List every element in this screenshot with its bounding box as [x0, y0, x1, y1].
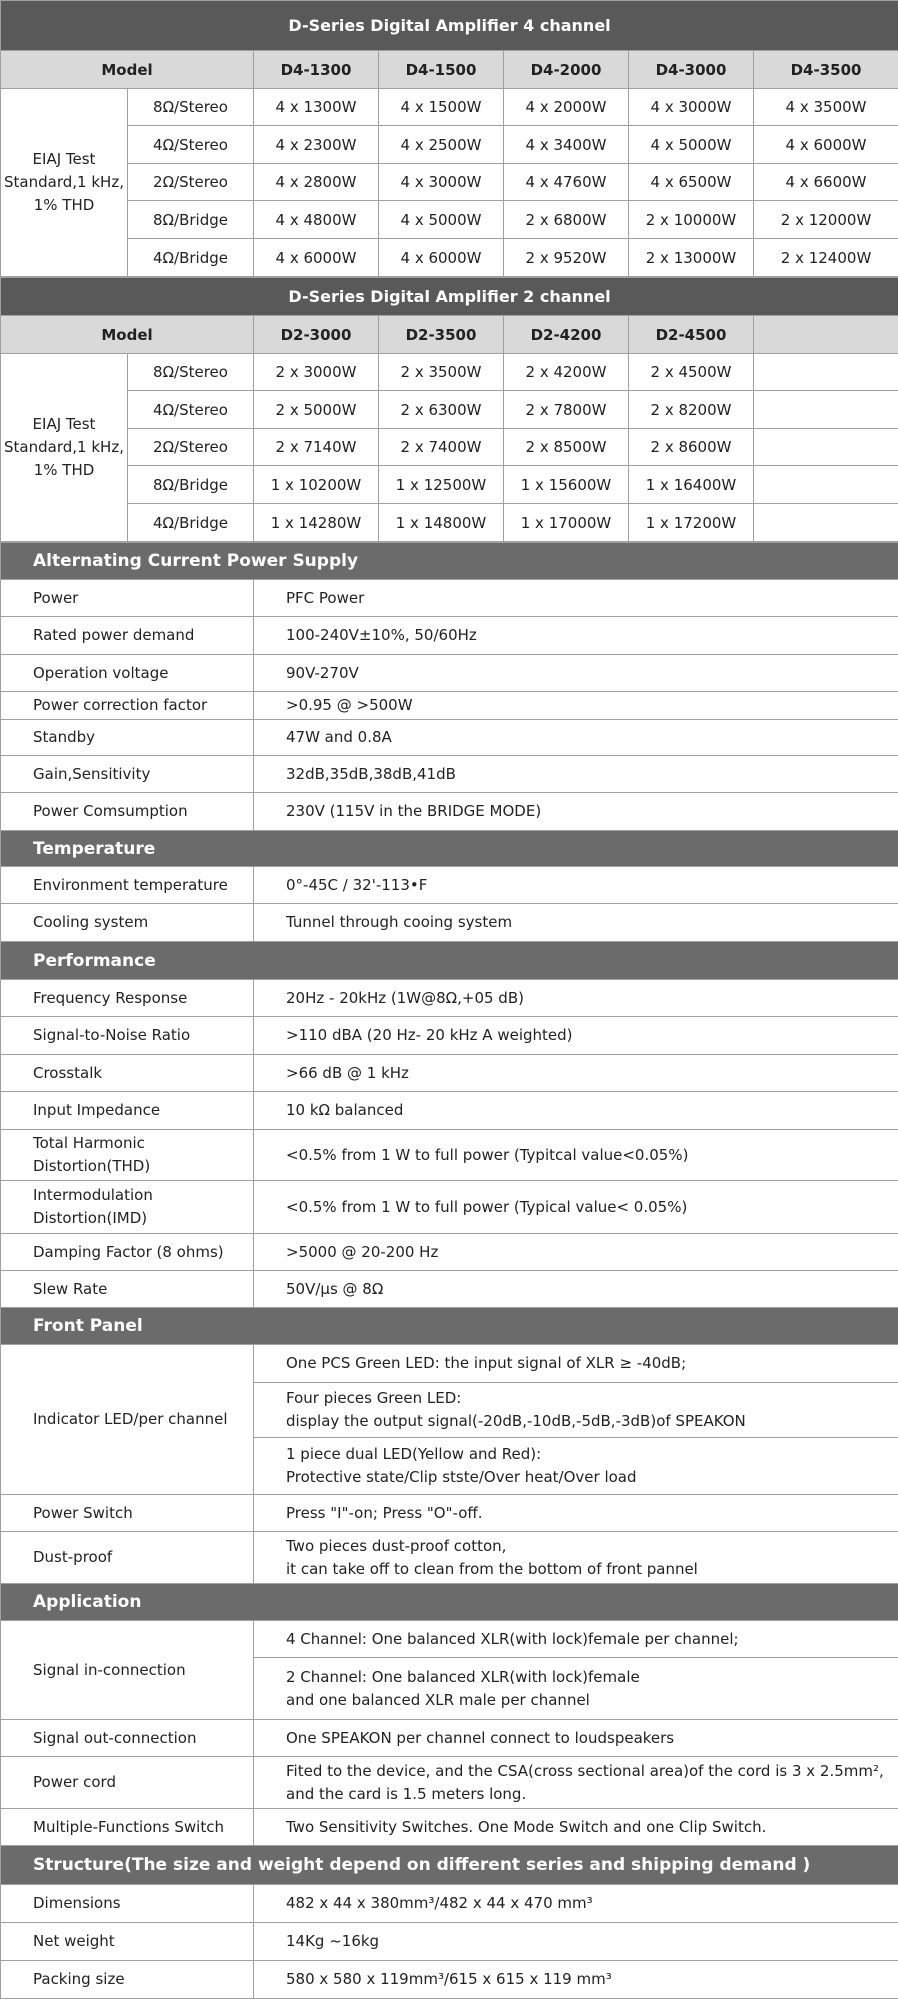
section-header — [1, 831, 898, 867]
spec-value — [254, 1621, 898, 1720]
spec-row — [1, 1757, 898, 1809]
spec-table — [0, 542, 898, 1999]
power-value: 2 x 7140W — [254, 429, 379, 466]
power-value: 2 x 6800W — [504, 201, 629, 239]
power-value: 2 x 8600W — [629, 429, 754, 466]
spec-label — [1, 1923, 254, 1961]
power-value — [754, 429, 898, 466]
spec-label-line: Input Impedance — [33, 1099, 253, 1122]
spec-row — [1, 1923, 898, 1961]
spec-value-line: One SPEAKON per channel connect to loudspeakers — [286, 1727, 898, 1750]
section-title: Performance — [1, 942, 898, 980]
model-name: D2-4500 — [629, 316, 754, 354]
spec-row — [1, 1130, 898, 1181]
power-value: 4 x 4800W — [254, 201, 379, 239]
power-value: 4 x 2800W — [254, 164, 379, 201]
spec-value-line: <0.5% from 1 W to full power (Typical value< 0.05%) — [286, 1196, 898, 1219]
spec-value — [254, 867, 898, 904]
power-value — [754, 504, 898, 542]
load-label: 4Ω/Stereo — [128, 391, 254, 429]
spec-label — [1, 720, 254, 756]
power-value: 4 x 2500W — [379, 126, 504, 164]
amp4-title: D-Series Digital Amplifier 4 channel — [1, 1, 898, 51]
spec-row — [1, 655, 898, 692]
spec-row — [1, 1181, 898, 1234]
power-value — [754, 466, 898, 504]
spec-value-line: 100-240V±10%, 50/60Hz — [286, 624, 898, 647]
spec-label — [1, 1345, 254, 1495]
test-standard-line: Standard,1 kHz, — [1, 171, 127, 194]
spec-label — [1, 793, 254, 831]
section-header — [1, 1308, 898, 1345]
spec-value-line: Two Sensitivity Switches. One Mode Switch and one Clip Switch. — [286, 1816, 898, 1839]
spec-label — [1, 1234, 254, 1271]
spec-value — [254, 1345, 898, 1495]
spec-label-line: Power Comsumption — [33, 800, 253, 823]
load-label: 8Ω/Stereo — [128, 354, 254, 391]
test-standard-label — [1, 89, 128, 277]
model-name — [754, 316, 898, 354]
spec-label-line: Frequency Response — [33, 987, 253, 1010]
spec-row — [1, 1234, 898, 1271]
spec-label-line: Signal out-connection — [33, 1727, 253, 1750]
spec-label-line: Signal in-connection — [33, 1659, 253, 1682]
test-standard-line: EIAJ Test — [1, 148, 127, 171]
spec-row — [1, 1621, 898, 1720]
spec-value-line: Press "I"-on; Press "O"-off. — [286, 1502, 898, 1525]
power-value: 4 x 6600W — [754, 164, 898, 201]
spec-value-line: 4 Channel: One balanced XLR(with lock)female per channel; — [286, 1628, 898, 1651]
spec-label-line: Dimensions — [33, 1892, 253, 1915]
spec-label — [1, 1961, 254, 1999]
power-value: 1 x 17200W — [629, 504, 754, 542]
power-value — [754, 391, 898, 429]
spec-value — [254, 1757, 898, 1809]
test-standard-line: EIAJ Test — [1, 413, 127, 436]
power-value: 2 x 3000W — [254, 354, 379, 391]
spec-label-line: Net weight — [33, 1930, 253, 1953]
power-value: 4 x 5000W — [379, 201, 504, 239]
spec-value — [254, 1055, 898, 1092]
spec-row — [1, 904, 898, 942]
section-header — [1, 1584, 898, 1621]
spec-value — [254, 1130, 898, 1181]
spec-value — [254, 1181, 898, 1234]
spec-row — [1, 1961, 898, 1999]
spec-row — [1, 617, 898, 655]
power-value: 4 x 3500W — [754, 89, 898, 126]
spec-value-line: display the output signal(-20dB,-10dB,-5dB,-3dB)of SPEAKON — [286, 1410, 898, 1433]
test-standard-line: Standard,1 kHz, — [1, 436, 127, 459]
spec-value-line: >0.95 @ >500W — [286, 694, 898, 717]
spec-label — [1, 1885, 254, 1923]
spec-value — [254, 1234, 898, 1271]
spec-label — [1, 1271, 254, 1308]
table-row — [1, 466, 898, 504]
section-title: Structure(The size and weight depend on different series and shipping demand ) — [1, 1846, 898, 1885]
power-value: 2 x 8200W — [629, 391, 754, 429]
model-name: D4-3000 — [629, 51, 754, 89]
spec-value-line: >66 dB @ 1 kHz — [286, 1062, 898, 1085]
load-label: 8Ω/Bridge — [128, 466, 254, 504]
spec-label — [1, 904, 254, 942]
power-value: 1 x 17000W — [504, 504, 629, 542]
table-row — [1, 504, 898, 542]
spec-row — [1, 1532, 898, 1584]
amp2-header-row — [1, 316, 898, 354]
amp4-banner-row — [1, 1, 898, 51]
spec-value-line: Fited to the device, and the CSA(cross sectional area)of the cord is 3 x 2.5mm², — [286, 1760, 898, 1783]
spec-label — [1, 580, 254, 617]
spec-row — [1, 793, 898, 831]
spec-label — [1, 692, 254, 720]
amp2-banner-row — [1, 278, 898, 316]
spec-value — [254, 1532, 898, 1584]
spec-label — [1, 1092, 254, 1130]
spec-label-line: Crosstalk — [33, 1062, 253, 1085]
spec-label-line: Multiple-Functions Switch — [33, 1816, 253, 1839]
spec-label — [1, 1532, 254, 1584]
power-value: 4 x 6000W — [379, 239, 504, 277]
spec-sub-value — [254, 1658, 898, 1719]
spec-value — [254, 580, 898, 617]
spec-sub-value — [254, 1383, 898, 1438]
spec-value — [254, 904, 898, 942]
spec-label — [1, 617, 254, 655]
power-value: 2 x 12000W — [754, 201, 898, 239]
test-standard-line: 1% THD — [1, 194, 127, 217]
spec-row — [1, 1885, 898, 1923]
spec-row — [1, 580, 898, 617]
power-value: 2 x 9520W — [504, 239, 629, 277]
spec-label-line: Cooling system — [33, 911, 253, 934]
model-name: D2-3000 — [254, 316, 379, 354]
power-value: 2 x 7400W — [379, 429, 504, 466]
spec-row — [1, 1809, 898, 1846]
amp2-title: D-Series Digital Amplifier 2 channel — [1, 278, 898, 316]
spec-label — [1, 867, 254, 904]
power-value: 4 x 6500W — [629, 164, 754, 201]
section-title: Alternating Current Power Supply — [1, 543, 898, 580]
model-label: Model — [1, 51, 254, 89]
spec-label — [1, 1720, 254, 1757]
table-row — [1, 239, 898, 277]
load-label: 4Ω/Bridge — [128, 239, 254, 277]
power-value: 2 x 12400W — [754, 239, 898, 277]
model-name: D4-1300 — [254, 51, 379, 89]
power-value: 4 x 1500W — [379, 89, 504, 126]
power-value: 4 x 3400W — [504, 126, 629, 164]
spec-label-line: Standby — [33, 726, 253, 749]
spec-value — [254, 1961, 898, 1999]
power-value: 1 x 12500W — [379, 466, 504, 504]
spec-sub-value — [254, 1438, 898, 1494]
power-value: 2 x 4500W — [629, 354, 754, 391]
load-label: 8Ω/Bridge — [128, 201, 254, 239]
spec-value — [254, 692, 898, 720]
section-header — [1, 543, 898, 580]
spec-value-line: Four pieces Green LED: — [286, 1387, 898, 1410]
table-row — [1, 429, 898, 466]
load-label: 2Ω/Stereo — [128, 429, 254, 466]
spec-value-line: 20Hz - 20kHz (1W@8Ω,+05 dB) — [286, 987, 898, 1010]
power-value — [754, 354, 898, 391]
spec-row — [1, 1271, 898, 1308]
spec-label — [1, 1621, 254, 1720]
spec-value-line: and the card is 1.5 meters long. — [286, 1783, 898, 1806]
spec-value — [254, 1923, 898, 1961]
spec-value — [254, 1271, 898, 1308]
spec-value-line: 1 piece dual LED(Yellow and Red): — [286, 1443, 898, 1466]
spec-row — [1, 692, 898, 720]
power-value: 1 x 10200W — [254, 466, 379, 504]
spec-row — [1, 1495, 898, 1532]
spec-value-line: 90V-270V — [286, 662, 898, 685]
section-title: Application — [1, 1584, 898, 1621]
spec-sub-value — [254, 1345, 898, 1383]
power-value: 2 x 5000W — [254, 391, 379, 429]
table-row — [1, 201, 898, 239]
spec-label-line: Packing size — [33, 1968, 253, 1991]
spec-label — [1, 655, 254, 692]
load-label: 4Ω/Stereo — [128, 126, 254, 164]
section-title: Temperature — [1, 831, 898, 867]
amp4-table — [0, 0, 898, 277]
power-value: 1 x 15600W — [504, 466, 629, 504]
spec-label — [1, 980, 254, 1017]
table-row — [1, 89, 898, 126]
spec-value — [254, 655, 898, 692]
power-value: 1 x 14800W — [379, 504, 504, 542]
power-value: 2 x 10000W — [629, 201, 754, 239]
power-value: 2 x 6300W — [379, 391, 504, 429]
spec-label-line: Intermodulation — [33, 1184, 253, 1207]
amp2-table — [0, 277, 898, 542]
power-value: 2 x 3500W — [379, 354, 504, 391]
spec-row — [1, 1017, 898, 1055]
model-label: Model — [1, 316, 254, 354]
spec-value — [254, 793, 898, 831]
spec-label-line: Power Switch — [33, 1502, 253, 1525]
power-value: 1 x 16400W — [629, 466, 754, 504]
spec-label-line: Operation voltage — [33, 662, 253, 685]
spec-value — [254, 1092, 898, 1130]
spec-value — [254, 756, 898, 793]
spec-value-line: 10 kΩ balanced — [286, 1099, 898, 1122]
spec-label-line: Dust-proof — [33, 1546, 253, 1569]
spec-row — [1, 1055, 898, 1092]
spec-label-line: Distortion(IMD) — [33, 1207, 253, 1230]
spec-label-line: Signal-to-Noise Ratio — [33, 1024, 253, 1047]
power-value: 4 x 2000W — [504, 89, 629, 126]
spec-value-line: 580 x 580 x 119mm³/615 x 615 x 119 mm³ — [286, 1968, 898, 1991]
spec-label — [1, 1055, 254, 1092]
power-value: 4 x 6000W — [254, 239, 379, 277]
spec-value-line: it can take off to clean from the bottom of front pannel — [286, 1558, 898, 1581]
section-header — [1, 1846, 898, 1885]
spec-label-line: Power cord — [33, 1771, 253, 1794]
power-value: 2 x 7800W — [504, 391, 629, 429]
spec-value-line: >5000 @ 20-200 Hz — [286, 1241, 898, 1264]
spec-row — [1, 980, 898, 1017]
power-value: 4 x 2300W — [254, 126, 379, 164]
section-title: Front Panel — [1, 1308, 898, 1345]
spec-value — [254, 1720, 898, 1757]
spec-row — [1, 1092, 898, 1130]
spec-value-line: PFC Power — [286, 587, 898, 610]
spec-value-line: Tunnel through cooing system — [286, 911, 898, 934]
spec-value-line: 2 Channel: One balanced XLR(with lock)female — [286, 1666, 898, 1689]
power-value: 4 x 3000W — [379, 164, 504, 201]
amp4-header-row — [1, 51, 898, 89]
load-label: 2Ω/Stereo — [128, 164, 254, 201]
power-value: 2 x 13000W — [629, 239, 754, 277]
model-name: D4-3500 — [754, 51, 898, 89]
spec-label — [1, 1017, 254, 1055]
spec-label — [1, 1181, 254, 1234]
spec-value — [254, 1809, 898, 1846]
spec-label-line: Indicator LED/per channel — [33, 1408, 253, 1431]
spec-label — [1, 1130, 254, 1181]
spec-value-line: <0.5% from 1 W to full power (Typitcal value<0.05%) — [286, 1144, 898, 1167]
spec-label — [1, 756, 254, 793]
spec-value-line: 14Kg ~16kg — [286, 1930, 898, 1953]
spec-value-line: 47W and 0.8A — [286, 726, 898, 749]
spec-value — [254, 720, 898, 756]
table-row — [1, 126, 898, 164]
model-name: D4-2000 — [504, 51, 629, 89]
spec-label-line: Slew Rate — [33, 1278, 253, 1301]
spec-label — [1, 1809, 254, 1846]
spec-value — [254, 617, 898, 655]
load-label: 8Ω/Stereo — [128, 89, 254, 126]
spec-row — [1, 1345, 898, 1495]
spec-label-line: Power correction factor — [33, 694, 253, 717]
spec-value-line: 50V/μs @ 8Ω — [286, 1278, 898, 1301]
spec-label-line: Gain,Sensitivity — [33, 763, 253, 786]
spec-label-line: Total Harmonic — [33, 1132, 253, 1155]
table-row — [1, 354, 898, 391]
spec-sub-value — [254, 1621, 898, 1658]
power-value: 4 x 4760W — [504, 164, 629, 201]
table-row — [1, 164, 898, 201]
table-row — [1, 391, 898, 429]
spec-value — [254, 1885, 898, 1923]
spec-value-line: 230V (115V in the BRIDGE MODE) — [286, 800, 898, 823]
power-value: 2 x 4200W — [504, 354, 629, 391]
spec-row — [1, 720, 898, 756]
spec-row — [1, 756, 898, 793]
test-standard-label — [1, 354, 128, 542]
spec-label — [1, 1495, 254, 1532]
spec-label-line: Damping Factor (8 ohms) — [33, 1241, 253, 1264]
spec-value — [254, 1495, 898, 1532]
spec-row — [1, 867, 898, 904]
spec-row — [1, 1720, 898, 1757]
spec-value-line: 0°-45C / 32'-113•F — [286, 874, 898, 897]
spec-value-line: One PCS Green LED: the input signal of XLR ≥ -40dB; — [286, 1352, 898, 1375]
spec-label — [1, 1757, 254, 1809]
spec-value-line: Protective state/Clip stste/Over heat/Over load — [286, 1466, 898, 1489]
power-value: 2 x 8500W — [504, 429, 629, 466]
spec-value-line: >110 dBA (20 Hz- 20 kHz A weighted) — [286, 1024, 898, 1047]
spec-label-line: Power — [33, 587, 253, 610]
power-value: 4 x 1300W — [254, 89, 379, 126]
section-header — [1, 942, 898, 980]
test-standard-line: 1% THD — [1, 459, 127, 482]
spec-label-line: Rated power demand — [33, 624, 253, 647]
spec-label-line: Distortion(THD) — [33, 1155, 253, 1178]
power-value: 4 x 6000W — [754, 126, 898, 164]
model-name: D2-3500 — [379, 316, 504, 354]
spec-label-line: Environment temperature — [33, 874, 253, 897]
spec-value — [254, 1017, 898, 1055]
spec-value-line: and one balanced XLR male per channel — [286, 1689, 898, 1712]
spec-value-line: Two pieces dust-proof cotton, — [286, 1535, 898, 1558]
spec-value — [254, 980, 898, 1017]
model-name: D2-4200 — [504, 316, 629, 354]
power-value: 4 x 5000W — [629, 126, 754, 164]
power-value: 4 x 3000W — [629, 89, 754, 126]
power-value: 1 x 14280W — [254, 504, 379, 542]
model-name: D4-1500 — [379, 51, 504, 89]
spec-value-line: 482 x 44 x 380mm³/482 x 44 x 470 mm³ — [286, 1892, 898, 1915]
load-label: 4Ω/Bridge — [128, 504, 254, 542]
spec-value-line: 32dB,35dB,38dB,41dB — [286, 763, 898, 786]
